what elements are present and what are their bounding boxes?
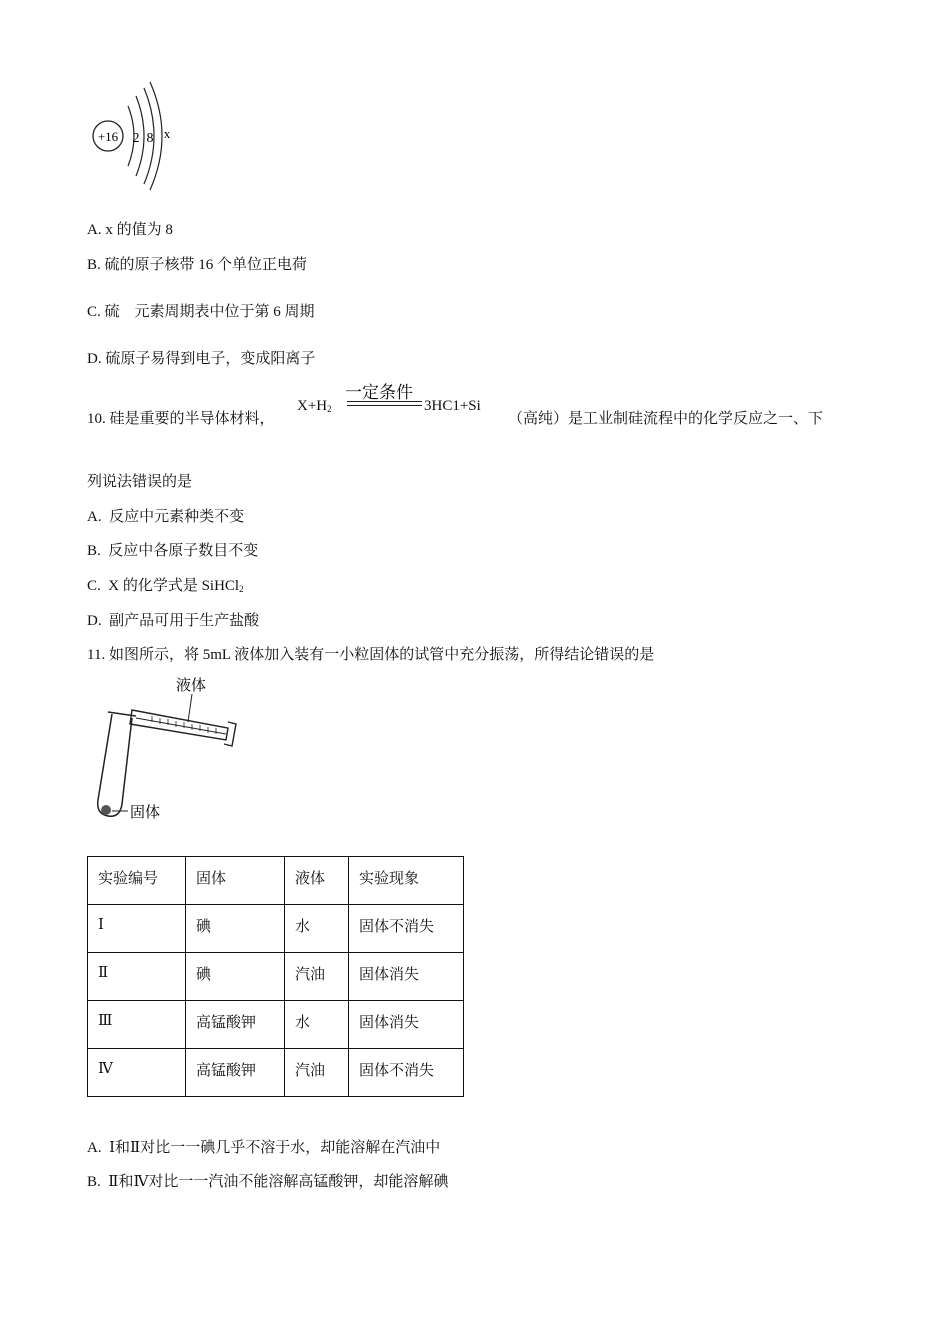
q11-option-b: B. Ⅱ和Ⅳ对比一一汽油不能溶解高锰酸钾，却能溶解碘: [87, 1174, 449, 1190]
reaction-condition: 一定条件: [345, 383, 413, 403]
table-cell: Ⅲ: [88, 1001, 186, 1049]
shell-1-electrons: 2: [132, 131, 140, 146]
table-header-cell: 实验现象: [349, 857, 464, 905]
solid-label: 固体: [130, 803, 161, 821]
q10-option-c: C. X 的化学式是 SiHCl$_2$: [87, 578, 244, 594]
solid-particle-icon: [101, 805, 111, 815]
table-cell: 固体不消失: [349, 905, 464, 953]
equation-reactants: $X+H_2$: [297, 398, 332, 414]
sulfur-atom-structure-diagram: [86, 76, 186, 191]
table-cell: Ⅰ: [88, 905, 186, 953]
table-row: [88, 1001, 464, 1049]
equation-bar-top: [347, 401, 422, 402]
q10-stem-suffix: （高纯）是工业制硅流程中的化学反应之一、下: [508, 411, 824, 427]
shell-3-electrons: x: [163, 126, 171, 141]
q10-option-a: A. 反应中元素种类不变: [87, 509, 245, 525]
q10-option-b: B. 反应中各原子数目不变: [87, 543, 259, 559]
table-cell: Ⅱ: [88, 953, 186, 1001]
shell-2-electrons: 8: [146, 131, 154, 146]
q10-chemical-equation: [297, 378, 502, 422]
q9-option-b: B. 硫的原子核带 16 个单位正电荷: [87, 257, 308, 273]
q9-option-c: C. 硫 元素周期表中位于第 6 周期: [87, 304, 315, 320]
table-cell: 固体消失: [349, 1001, 464, 1049]
table-cell: 水: [285, 905, 349, 953]
liquid-label: 液体: [176, 676, 207, 694]
table-cell: 固体不消失: [349, 1049, 464, 1097]
table-header-cell: 实验编号: [88, 857, 186, 905]
table-header-row: [88, 857, 464, 905]
nucleus-charge: +16: [97, 129, 119, 144]
table-header-cell: 固体: [186, 857, 285, 905]
table-row: [88, 905, 464, 953]
q10-stem-line2: 列说法错误的是: [87, 474, 193, 490]
q9-option-a: A. x 的值为 8: [87, 222, 173, 238]
table-cell: 汽油: [285, 953, 349, 1001]
table-cell: 汽油: [285, 1049, 349, 1097]
table-row: [88, 1049, 464, 1097]
equation-products: 3HC1+Si: [424, 398, 481, 414]
table-cell: 碘: [186, 953, 285, 1001]
test-tube-figure: [92, 672, 252, 832]
q10-option-d: D. 副产品可用于生产盐酸: [87, 613, 260, 629]
q10-stem-prefix: 10. 硅是重要的半导体材料，: [87, 411, 275, 427]
table-cell: 高锰酸钾: [186, 1001, 285, 1049]
table-cell: 水: [285, 1001, 349, 1049]
q11-option-a: A. Ⅰ和Ⅱ对比一一碘几乎不溶于水，却能溶解在汽油中: [87, 1140, 441, 1156]
table-cell: 高锰酸钾: [186, 1049, 285, 1097]
table-cell: 碘: [186, 905, 285, 953]
table-cell: Ⅳ: [88, 1049, 186, 1097]
table-header-cell: 液体: [285, 857, 349, 905]
table-cell: 固体消失: [349, 953, 464, 1001]
q9-option-d: D. 硫原子易得到电子，变成阳离子: [87, 351, 316, 367]
experiment-table: [87, 856, 464, 1097]
q11-stem: 11. 如图所示，将 5mL 液体加入装有一小粒固体的试管中充分振荡，所得结论错误的是: [87, 647, 655, 663]
table-row: [88, 953, 464, 1001]
equation-bar-bottom: [347, 405, 422, 406]
